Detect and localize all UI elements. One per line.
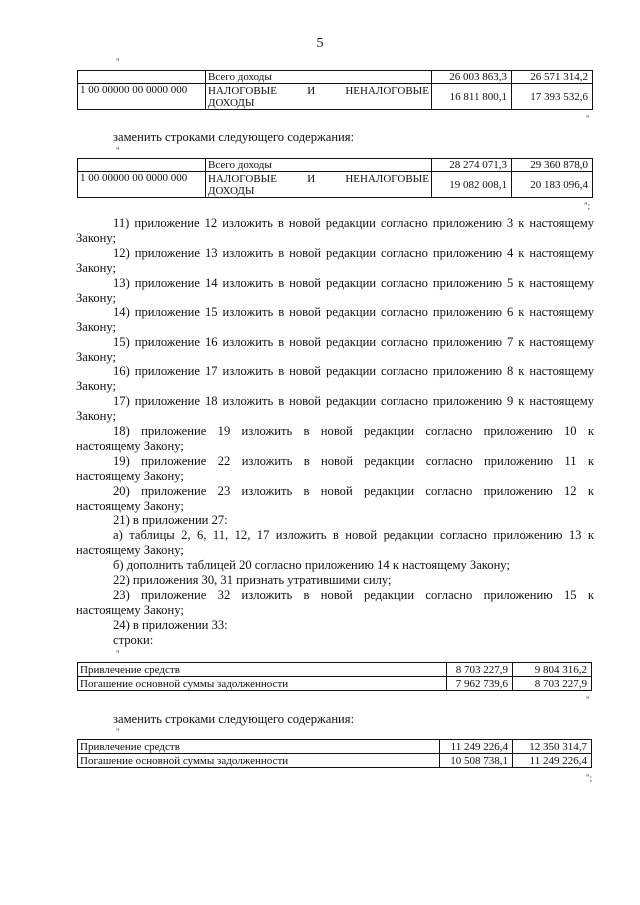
open-quote-4: " <box>116 727 120 737</box>
replace-text-2: заменить строками следующего содержания: <box>113 712 355 726</box>
value-cell: 8 703 227,9 <box>513 677 592 691</box>
revenue-table-old <box>77 70 593 110</box>
list-item: 16) приложение 17 изложить в новой редакции согласно приложению 8 к настоящему Закону; <box>76 364 594 393</box>
table-row <box>78 172 593 198</box>
list-item: 22) приложения 30, 31 признать утратившими силу; <box>113 573 392 587</box>
list-item: 15) приложение 16 изложить в новой редакции согласно приложению 7 к настоящему Закону; <box>76 335 594 364</box>
name-cell: Погашение основной суммы задолженности <box>78 754 440 768</box>
value-cell: 9 804 316,2 <box>513 663 592 677</box>
name-cell <box>206 84 432 110</box>
name-cell: Всего доходы <box>206 159 432 172</box>
list-item: 11) приложение 12 изложить в новой редакции согласно приложению 3 к настоящему Закону; <box>76 216 594 245</box>
replace-text-1: заменить строками следующего содержания: <box>113 130 355 144</box>
table-row <box>78 754 592 768</box>
name-line-1: НАЛОГОВЫЕ И НЕНАЛОГОВЫЕ <box>208 84 429 97</box>
list-item: строки: <box>113 633 154 647</box>
list-item: 21) в приложении 27: <box>113 513 228 527</box>
value-cell: 8 703 227,9 <box>447 663 513 677</box>
value-cell: 16 811 800,1 <box>432 84 512 110</box>
name-cell: Всего доходы <box>206 71 432 84</box>
list-item: 19) приложение 22 изложить в новой редакции согласно приложению 11 к настоящему Закону; <box>76 454 594 483</box>
list-item: 18) приложение 19 изложить в новой редакции согласно приложению 10 к настоящему Закону; <box>76 424 594 453</box>
value-cell: 7 962 739,6 <box>447 677 513 691</box>
name-cell: Привлечение средств <box>78 740 440 754</box>
value-cell: 26 003 863,3 <box>432 71 512 84</box>
value-cell: 17 393 532,6 <box>512 84 593 110</box>
value-cell: 29 360 878,0 <box>512 159 593 172</box>
value-cell: 12 350 314,7 <box>513 740 592 754</box>
list-item: 17) приложение 18 изложить в новой редакции согласно приложению 9 к настоящему Закону; <box>76 394 594 423</box>
value-cell: 28 274 071,3 <box>432 159 512 172</box>
name-line-2: ДОХОДЫ <box>208 184 255 197</box>
name-cell <box>206 172 432 198</box>
table-row <box>78 663 592 677</box>
open-quote-3: " <box>116 649 120 659</box>
close-quote-2: "; <box>584 201 591 211</box>
name-cell: Привлечение средств <box>78 663 447 677</box>
list-item: б) дополнить таблицей 20 согласно приложению 14 к настоящему Закону; <box>113 558 510 572</box>
revenue-table-new <box>77 158 593 198</box>
name-cell: Погашение основной суммы задолженности <box>78 677 447 691</box>
open-quote-2: " <box>116 146 120 156</box>
value-cell: 11 249 226,4 <box>440 740 513 754</box>
table-row <box>78 71 593 84</box>
close-quote-1: " <box>586 114 590 124</box>
list-item: 20) приложение 23 изложить в новой редакции согласно приложению 12 к настоящему Закону; <box>76 484 594 513</box>
table-row <box>78 159 593 172</box>
code-cell: 1 00 00000 00 0000 000 <box>78 172 206 198</box>
value-cell: 26 571 314,2 <box>512 71 593 84</box>
list-item: 24) в приложении 33: <box>113 618 228 632</box>
list-item: 13) приложение 14 изложить в новой редакции согласно приложению 5 к настоящему Закону; <box>76 276 594 305</box>
table-row <box>78 740 592 754</box>
financing-table-new <box>77 739 592 768</box>
close-quote-4: "; <box>586 773 593 783</box>
name-line-1: НАЛОГОВЫЕ И НЕНАЛОГОВЫЕ <box>208 172 429 185</box>
table-row <box>78 677 592 691</box>
table-row <box>78 84 593 110</box>
close-quote-3: " <box>586 695 590 705</box>
value-cell: 19 082 008,1 <box>432 172 512 198</box>
code-cell <box>78 159 206 172</box>
list-item: а) таблицы 2, 6, 11, 12, 17 изложить в новой редакции согласно приложению 13 к настоящему Закону; <box>76 528 594 557</box>
list-item: 12) приложение 13 изложить в новой редакции согласно приложению 4 к настоящему Закону; <box>76 246 594 275</box>
list-item: 23) приложение 32 изложить в новой редакции согласно приложению 15 к настоящему Закону; <box>76 588 594 617</box>
list-item: 14) приложение 15 изложить в новой редакции согласно приложению 6 к настоящему Закону; <box>76 305 594 334</box>
name-line-2: ДОХОДЫ <box>208 96 255 109</box>
open-quote-1: " <box>116 57 120 67</box>
financing-table-old <box>77 662 592 691</box>
value-cell: 10 508 738,1 <box>440 754 513 768</box>
value-cell: 20 183 096,4 <box>512 172 593 198</box>
page-number: 5 <box>316 36 324 51</box>
code-cell <box>78 71 206 84</box>
value-cell: 11 249 226,4 <box>513 754 592 768</box>
code-cell: 1 00 00000 00 0000 000 <box>78 84 206 110</box>
